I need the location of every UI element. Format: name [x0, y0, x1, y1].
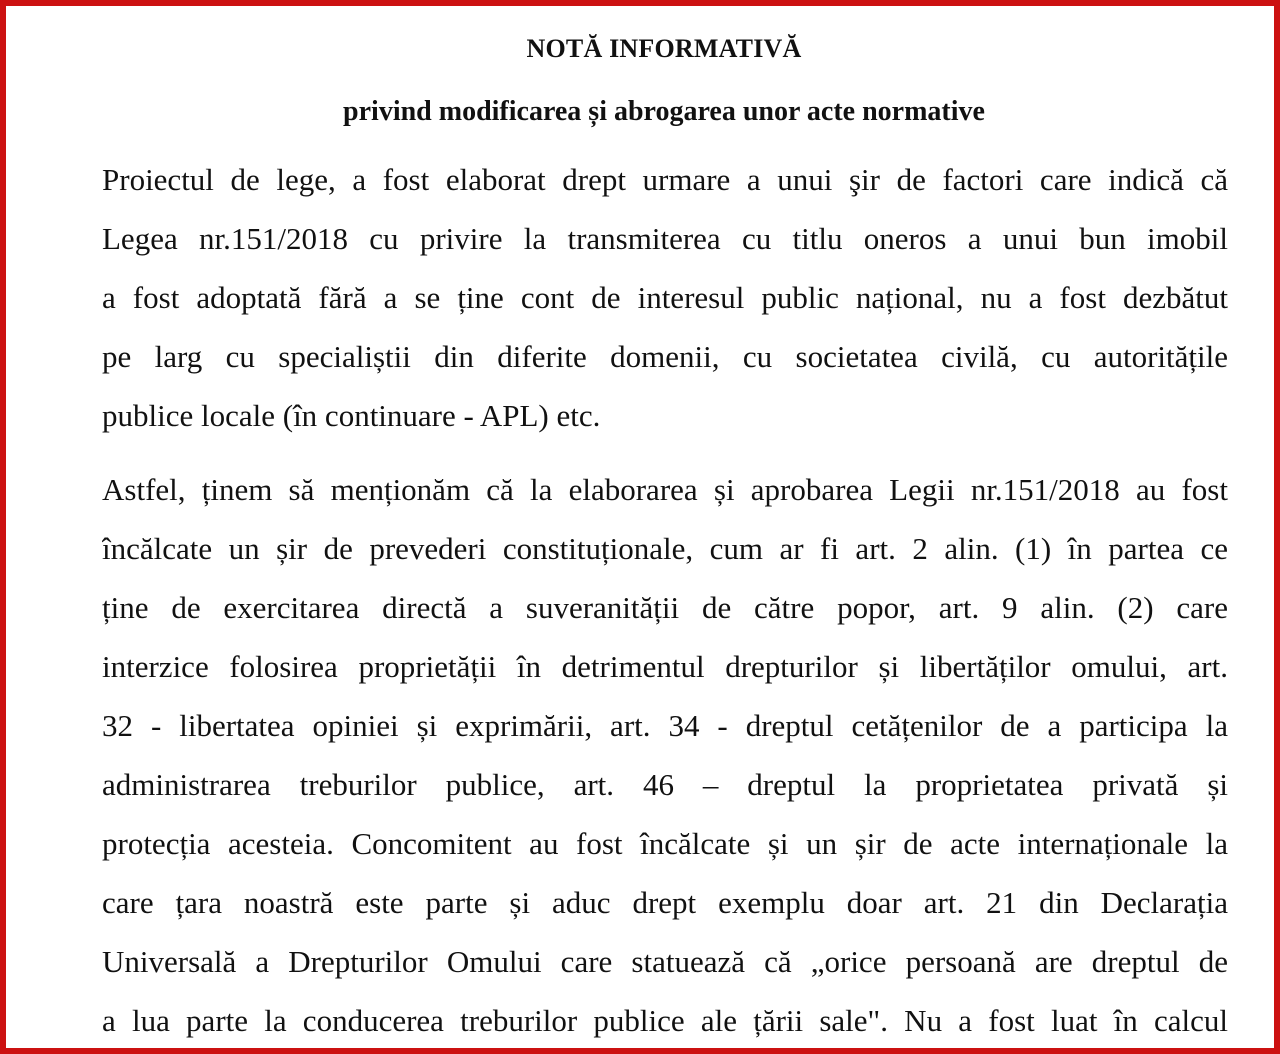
paragraph-2-line: administrarea treburilor publice, art. 46 – dreptul la proprietatea privată și: [102, 767, 1228, 802]
paragraph-2-line: 32 - libertatea opiniei și exprimării, art. 34 - dreptul cetățenilor de a participa la: [102, 708, 1228, 743]
paragraph-1-line: pe larg cu specialiștii din diferite domenii, cu societatea civilă, cu autoritățile: [102, 339, 1228, 374]
paragraph-1-line: Legea nr.151/2018 cu privire la transmiterea cu titlu oneros a unui bun imobil: [102, 221, 1228, 256]
paragraph-2-line: protecția acesteia. Concomitent au fost încălcate și un șir de acte internaționale la: [102, 826, 1228, 861]
paragraph-1-line: Proiectul de lege, a fost elaborat drept urmare a unui şir de factori care indică că: [102, 162, 1228, 197]
paragraph-2-line: a lua parte la conducerea treburilor publice ale țării sale". Nu a fost luat în calcul: [102, 1003, 1228, 1038]
paragraph-1-line: publice locale (în continuare - APL) etc.: [102, 398, 601, 433]
paragraph-2-line: încălcate un șir de prevederi constituționale, cum ar fi art. 2 alin. (1) în partea ce: [102, 531, 1228, 566]
paragraph-1-line: a fost adoptată fără a se ține cont de interesul public național, nu a fost dezbătut: [102, 280, 1228, 315]
paragraph-2-line: Astfel, ținem să menționăm că la elaborarea și aprobarea Legii nr.151/2018 au fost: [102, 472, 1228, 507]
document-subtitle: privind modificarea și abrogarea unor acte normative: [343, 96, 985, 127]
document-title: NOTĂ INFORMATIVĂ: [526, 34, 802, 63]
paragraph-2-line: care țara noastră este parte și aduc drept exemplu doar art. 21 din Declarația: [102, 885, 1228, 920]
paragraph-2-line: ține de exercitarea directă a suveranității de către popor, art. 9 alin. (2) care: [102, 590, 1228, 625]
paragraph-2-line: Universală a Drepturilor Omului care statuează că „orice persoană are dreptul de: [102, 944, 1228, 979]
paragraph-2-line: interzice folosirea proprietății în detrimentul drepturilor și libertăților omului, art.: [102, 649, 1228, 684]
